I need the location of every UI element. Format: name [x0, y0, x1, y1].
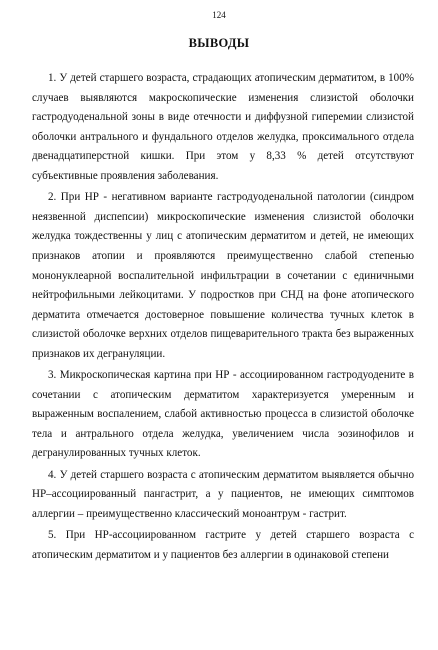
page-number: 124 — [212, 10, 226, 20]
conclusion-paragraph: 2. При НР - негативном варианте гастродуоденальной патологии (синдром неязвенной диспепсии) микроскопические изменения слизистой оболочки желудка тождественны у лиц с атопическим дерматитом и детей, не имеющих признаков атопии и проявляются преимущественно слабой степенью мононуклеарной воспалительной инфильтрации в сочетании с единичными нейтрофильными лейкоцитами. У подростков при СНД на фоне атопического дерматита отмечается достоверное повышение количества тучных клеток в слизистой оболочке верхних отделов пищеварительного тракта без выраженных признаков их дегрануляции. — [32, 191, 414, 360]
conclusion-paragraph: 5. При НР-ассоциированном гастрите у детей старшего возраста с атопическим дерматитом и у пациентов без аллергии в одинаковой степени — [32, 529, 414, 561]
conclusion-paragraph: 4. У детей старшего возраста с атопическим дерматитом выявляется обычно НР–ассоциированный пангастрит, а у пациентов, не имеющих симптомов аллергии – преимущественно классический моноантрум - гастрит. — [32, 468, 414, 520]
conclusions-list — [32, 69, 414, 567]
conclusion-paragraph: 3. Микроскопическая картина при НР - ассоциированном гастродуодените в сочетании с атопическим дерматитом характеризуется умеренным и выраженным воспалением, слабой активностью процесса в слизистой оболочке тела и антрального отдела желудка, увеличением числа эозинофилов и дегранулированных тучных клеток. — [32, 369, 414, 460]
page-title: ВЫВОДЫ — [188, 36, 250, 50]
conclusion-paragraph: 1. У детей старшего возраста, страдающих атопическим дерматитом, в 100% случаев выявляются макроскопические изменения слизистой оболочки гастродуоденальной зоны в виде отечности и диффузной гиперемии слизистой оболочки антрального и фундального отделов желудка, проксимального отдела двенадцатиперстной кишки. При этом у 8,33 % детей отсутствуют субъективные проявления заболевания. — [32, 72, 414, 182]
